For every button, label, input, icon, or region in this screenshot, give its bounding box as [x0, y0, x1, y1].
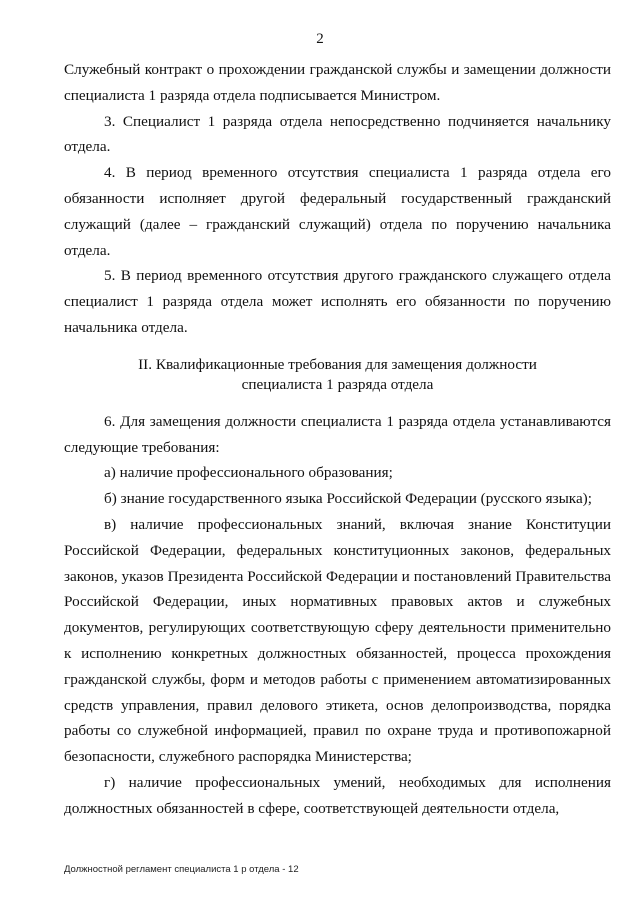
- paragraph-3-subordination: 3. Специалист 1 разряда отдела непосредственно подчиняется начальнику отдела.: [64, 112, 611, 156]
- section-heading-line-1: II. Квалификационные требования для замещения должности: [138, 355, 537, 373]
- page-footer: Должностной регламент специалиста 1 р отдела - 12: [64, 864, 299, 875]
- paragraph-contract: Служебный контракт о прохождении гражданской службы и замещении должности специалиста 1 разряда отдела подписывается Министром.: [64, 61, 611, 104]
- document-body: [64, 57, 611, 822]
- paragraph-4-temporary-absence: 4. В период временного отсутствия специалиста 1 разряда отдела его обязанности исполняет другой федеральный государственный гражданский служащий (далее – гражданский служащий) отдела по поручению начальника отдела.: [64, 164, 611, 259]
- section-heading: [64, 355, 611, 395]
- page-number: 2: [316, 31, 324, 47]
- requirement-b: б) знание государственного языка Российской Федерации (русского языка);: [104, 490, 592, 508]
- requirement-a: а) наличие профессионального образования;: [104, 464, 393, 482]
- paragraph-6-requirements: 6. Для замещения должности специалиста 1 разряда отдела устанавливаются следующие требования:: [64, 412, 611, 456]
- section-heading-line-2: специалиста 1 разряда отдела: [241, 375, 434, 393]
- paragraph-5-other-absence: 5. В период временного отсутствия другого гражданского служащего отдела специалист 1 разряда отдела может исполнять его обязанности по поручению начальника отдела.: [64, 267, 611, 336]
- requirement-g: г) наличие профессиональных умений, необходимых для исполнения должностных обязанностей в сфере, соответствующей деятельности отдела,: [64, 773, 611, 817]
- requirement-v: в) наличие профессиональных знаний, включая знание Конституции Российской Федерации, федеральных конституционных законов, федеральных законов, указов Президента Российской Федерации и постановлений Правительства Российской Федерации, иных нормативных правовых актов и служебных документов, регулирующих соответствующую сферу деятельности применительно к исполнению конкретных должностных обязанностей, процесса прохождения гражданской службы, форм и методов работы с применением автоматизированных средств управления, правил делового этикета, основ делопроизводства, порядка работы со служебной информацией, правил по охране труда и противопожарной безопасности, служебного распорядка Министерства;: [64, 515, 611, 766]
